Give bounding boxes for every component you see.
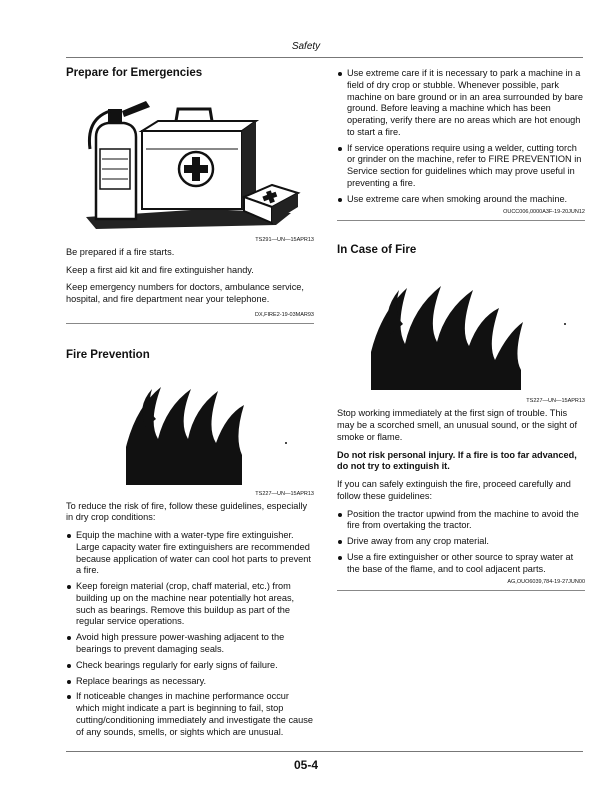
in-case-paragraph-1: Stop working immediately at the first sign of trouble. This may be a scorched smell, an unusual sound, or the sight of smoke or flame. — [337, 408, 578, 442]
emergencies-paragraph-1: Be prepared if a fire starts. — [66, 246, 175, 257]
extinguisher-and-firstaid-image — [66, 89, 314, 237]
section-title-fire-prevention: Fire Prevention — [66, 348, 150, 361]
in-case-warning: Do not risk personal injury. If a fire is too far advanced, do not try to extinguish it. — [337, 449, 577, 472]
doc-code-in-case-of-fire: AG,OUO6039,784-19-27JUN00 — [507, 579, 585, 586]
figure-code-fire-prevention: TS227—UN—15APR13 — [255, 490, 314, 497]
flames-image — [66, 367, 314, 491]
section-title-emergencies: Prepare for Emergencies — [66, 67, 203, 79]
right-column — [337, 68, 585, 591]
list-item: If noticeable changes in machine performance occur which might indicate a part is beginning to fail, stop cutting/conditioning immediately and investigate the cause of any sounds, smells, or sights which are unusual. — [66, 691, 314, 738]
list-item: Keep foreign material (crop, chaff material, etc.) from building up on the machine near potentially hot areas, such as bearings. Remove this buildup as part of the regular service operations. — [66, 581, 314, 628]
list-item: Use extreme care when smoking around the machine. — [337, 194, 585, 206]
fire-prevention-continued-list — [337, 68, 585, 205]
emergencies-paragraph-3: Keep emergency numbers for doctors, ambulance service, hospital, and fire department near your telephone. — [66, 282, 304, 305]
list-item: Drive away from any crop material. — [337, 536, 585, 548]
fire-prevention-intro: To reduce the risk of fire, follow these guidelines, especially in dry crop conditions: — [66, 500, 308, 523]
page-number: 05-4 — [293, 758, 319, 772]
section-title-in-case-of-fire: In Case of Fire — [337, 244, 417, 257]
section-separator — [337, 590, 585, 591]
left-column — [66, 66, 314, 742]
doc-code-fire-prevention: OUCC006,0000A3F-19-20JUN12 — [503, 209, 585, 216]
emergency-illustration — [66, 89, 314, 237]
in-case-of-fire-illustration — [337, 264, 585, 398]
list-item: If service operations require using a welder, cutting torch or grinder on the machine, refer to FIRE PREVENTION in Service section for guidelines which may prove useful in preventing a fire. — [337, 143, 585, 190]
emergencies-paragraph-2: Keep a first aid kit and fire extinguisher handy. — [66, 264, 254, 275]
fire-prevention-list — [66, 530, 314, 738]
list-item: Avoid high pressure power-washing adjacent to the bearings to prevent damaging seals. — [66, 632, 314, 656]
fire-prevention-illustration — [66, 367, 314, 491]
figure-code-in-case-of-fire: TS227—UN—15APR13 — [526, 398, 585, 405]
list-item: Check bearings regularly for early signs of failure. — [66, 660, 314, 672]
figure-code-emergencies: TS291—UN—15APR13 — [255, 236, 314, 243]
header-rule — [66, 57, 583, 58]
section-separator — [337, 220, 585, 221]
list-item: Equip the machine with a water-type fire extinguisher. Large capacity water fire extinguishers are recommended because application of water can cool hot parts to prevent a fire. — [66, 530, 314, 577]
list-item: Use extreme care if it is necessary to park a machine in a field of dry crop or stubble. Whenever possible, park machine on bare ground or in an area surrounded by bare ground. Before leaving a machine which has been operating, verify there are no areas which are hot enough to start a fire. — [337, 68, 585, 139]
doc-code-emergencies: DX,FIRE2-19-03MAR93 — [255, 311, 314, 318]
in-case-paragraph-2: If you can safely extinguish the fire, proceed carefully and follow these guidelines: — [337, 479, 571, 501]
section-separator — [66, 323, 314, 324]
list-item: Replace bearings as necessary. — [66, 676, 314, 688]
list-item: Use a fire extinguisher or other source to spray water at the base of the flame, and to cool adjacent parts. — [337, 552, 585, 576]
in-case-list — [337, 509, 585, 576]
running-header: Safety — [291, 41, 321, 52]
flames-image — [337, 264, 585, 398]
list-item: Position the tractor upwind from the machine to avoid the fire from overtaking the tractor. — [337, 509, 585, 533]
footer-rule — [66, 751, 583, 752]
